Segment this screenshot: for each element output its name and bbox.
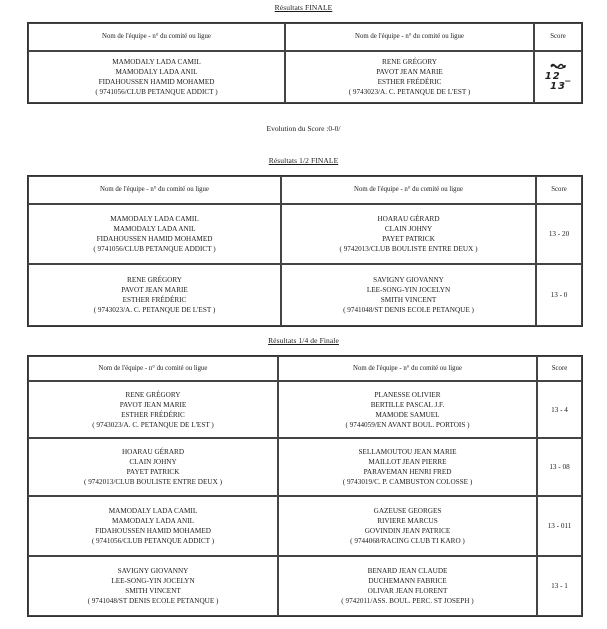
player-name: PAYET PATRICK (382, 235, 435, 243)
finale-score-cell (534, 51, 582, 103)
club-id: ( 9743023/A. C. PETANQUE DE L'EST ) (92, 420, 214, 429)
player-name: MAMODALY LADA ANIL (113, 225, 196, 233)
player-name: MAMODE SAMUEL (375, 410, 440, 419)
quart-match3-score: 13 - 011 (537, 496, 582, 556)
player-name: SAVIGNY GIOVANNY (373, 276, 444, 284)
club-id: ( 9742011/ASS. BOUL. PERC. ST JOSEPH ) (341, 597, 474, 605)
finale-header-team-b: Nom de l'équipe - n° du comité ou ligue (285, 23, 534, 51)
player-name: RENE GRÉGORY (382, 58, 437, 66)
quart-title: Résultats 1/4 de Finale (268, 336, 339, 345)
quart-match2-score: 13 - 08 (537, 438, 582, 496)
player-name: SAVIGNY GIOVANNY (117, 567, 189, 575)
player-name: LEE-SONG-YIN JOCELYN (111, 577, 195, 585)
player-name: PARAVEMAN HENRI FRED (363, 468, 452, 476)
player-name: BENARD JEAN CLAUDE (367, 567, 448, 575)
club-id: ( 9744068/RACING CLUB TI KARO ) (350, 537, 465, 545)
demi-match2-score: 13 - 0 (536, 264, 582, 326)
finale-team-b (285, 51, 534, 103)
player-name: MAMODALY LADA ANIL (115, 68, 198, 76)
finale-team-a (28, 51, 285, 103)
score-evolution: Evolution du Score :0-0/ (266, 124, 341, 133)
player-name: MAMODALY LADA CAMIL (112, 58, 201, 66)
player-name: HOARAU GÉRARD (377, 215, 440, 223)
quart-match1-team-b (278, 381, 537, 438)
player-name: DUCHEMANN FABRICE (368, 577, 447, 585)
quart-match3-team-a (28, 496, 278, 556)
player-name: GOVINDIN JEAN PATRICE (364, 527, 451, 535)
demi-match1-team-a (28, 204, 281, 264)
quart-header-score: Score (537, 356, 582, 381)
club-id: ( 9741048/ST DENIS ECOLE PETANQUE ) (87, 597, 219, 605)
player-name: ESTHER FRÉDÉRIC (377, 78, 442, 86)
finale-header-score: Score (534, 23, 582, 51)
player-name: ESTHER FRÉDÉRIC (121, 410, 185, 419)
player-name: SMITH VINCENT (125, 587, 181, 595)
crossed-out-scribble-icon (550, 63, 566, 69)
demi-match2-team-a (28, 264, 281, 326)
club-id: ( 9741056/CLUB PETANQUE ADDICT ) (93, 245, 216, 253)
demi-header-team-b: Nom de l'équipe - n° du comité ou ligue (281, 176, 536, 204)
quart-match4-team-b (278, 556, 537, 616)
quart-header-team-b: Nom de l'équipe - n° du comité ou ligue (278, 356, 537, 381)
club-id: ( 9743019/C. P. CAMBUSTON COLOSSE ) (342, 478, 473, 486)
player-name: MAMODALY LADA CAMIL (108, 507, 198, 515)
club-id: ( 9742013/CLUB BOULISTE ENTRE DEUX ) (84, 478, 222, 486)
player-name: PAYET PATRICK (126, 468, 180, 476)
demi-header-score: Score (536, 176, 582, 204)
player-name: CLAIN JOHNY (384, 225, 433, 233)
player-name: FIDAHOUSSEN HAMID MOHAMED (98, 78, 215, 86)
player-name: RENE GRÉGORY (127, 276, 182, 284)
player-name: CLAIN JOHNY (129, 458, 177, 466)
quart-match2-team-b (278, 438, 537, 496)
player-name: MAILLOT JEAN PIERRE (368, 458, 447, 466)
player-name: PLANESSE OLIVIER (374, 390, 441, 399)
player-name: OLIVAR JEAN FLORENT (367, 587, 448, 595)
player-name: MAMODALY LADA ANIL (111, 517, 195, 525)
quart-match4-score: 13 - 1 (537, 556, 582, 616)
player-name: SMITH VINCENT (380, 296, 437, 304)
player-name: MAMODALY LADA CAMIL (110, 215, 199, 223)
demi-match1-team-b (281, 204, 536, 264)
demi-table (27, 175, 583, 327)
player-name: PAVOT JEAN MARIE (119, 400, 187, 409)
quart-match1-team-a (28, 381, 278, 438)
player-name: RIVIERE MARCUS (377, 517, 438, 525)
player-name: RENE GRÉGORY (125, 390, 181, 399)
player-name: HOARAU GÉRARD (121, 448, 185, 456)
player-name: PAVOT JEAN MARIE (121, 286, 188, 294)
demi-header-team-a: Nom de l'équipe - n° du comité ou ligue (28, 176, 281, 204)
player-name: PAVOT JEAN MARIE (376, 68, 443, 76)
club-id: ( 9741056/CLUB PETANQUE ADDICT ) (91, 537, 215, 545)
club-id: ( 9743023/A. C. PETANQUE DE L'EST ) (348, 88, 471, 96)
club-id: ( 9744059/EN AVANT BOUL. PORTOIS ) (345, 420, 470, 429)
demi-match1-score: 13 - 20 (536, 204, 582, 264)
player-name: BERTILLE PASCAL J.F. (370, 400, 445, 409)
club-id: ( 9742013/CLUB BOULISTE ENTRE DEUX ) (339, 245, 478, 253)
finale-score: 12 _ 13 (544, 70, 572, 92)
player-name: ESTHER FRÉDÉRIC (122, 296, 187, 304)
player-name: GAZEUSE GEORGES (373, 507, 442, 515)
club-id: ( 9743023/A. C. PETANQUE DE L'EST ) (93, 306, 216, 314)
quart-header-team-a: Nom de l'équipe - n° du comité ou ligue (28, 356, 278, 381)
quart-table (27, 355, 583, 617)
quart-match3-team-b (278, 496, 537, 556)
player-name: SELLAMOUTOU JEAN MARIE (358, 448, 457, 456)
finale-table (27, 22, 583, 104)
finale-title: Résultats FINALE (274, 3, 333, 12)
player-name: FIDAHOUSSEN HAMID MOHAMED (95, 527, 211, 535)
player-name: LEE-SONG-YIN JOCELYN (366, 286, 451, 294)
player-name: FIDAHOUSSEN HAMID MOHAMED (96, 235, 213, 243)
demi-title: Résultats 1/2 FINALE (268, 156, 339, 165)
demi-match2-team-b (281, 264, 536, 326)
club-id: ( 9741048/ST DENIS ECOLE PETANQUE ) (343, 306, 474, 314)
finale-header-team-a: Nom de l'équipe - n° du comité ou ligue (28, 23, 285, 51)
club-id: ( 9741056/CLUB PETANQUE ADDICT ) (95, 88, 218, 96)
quart-match2-team-a (28, 438, 278, 496)
quart-match1-score: 13 - 4 (537, 381, 582, 438)
quart-match4-team-a (28, 556, 278, 616)
